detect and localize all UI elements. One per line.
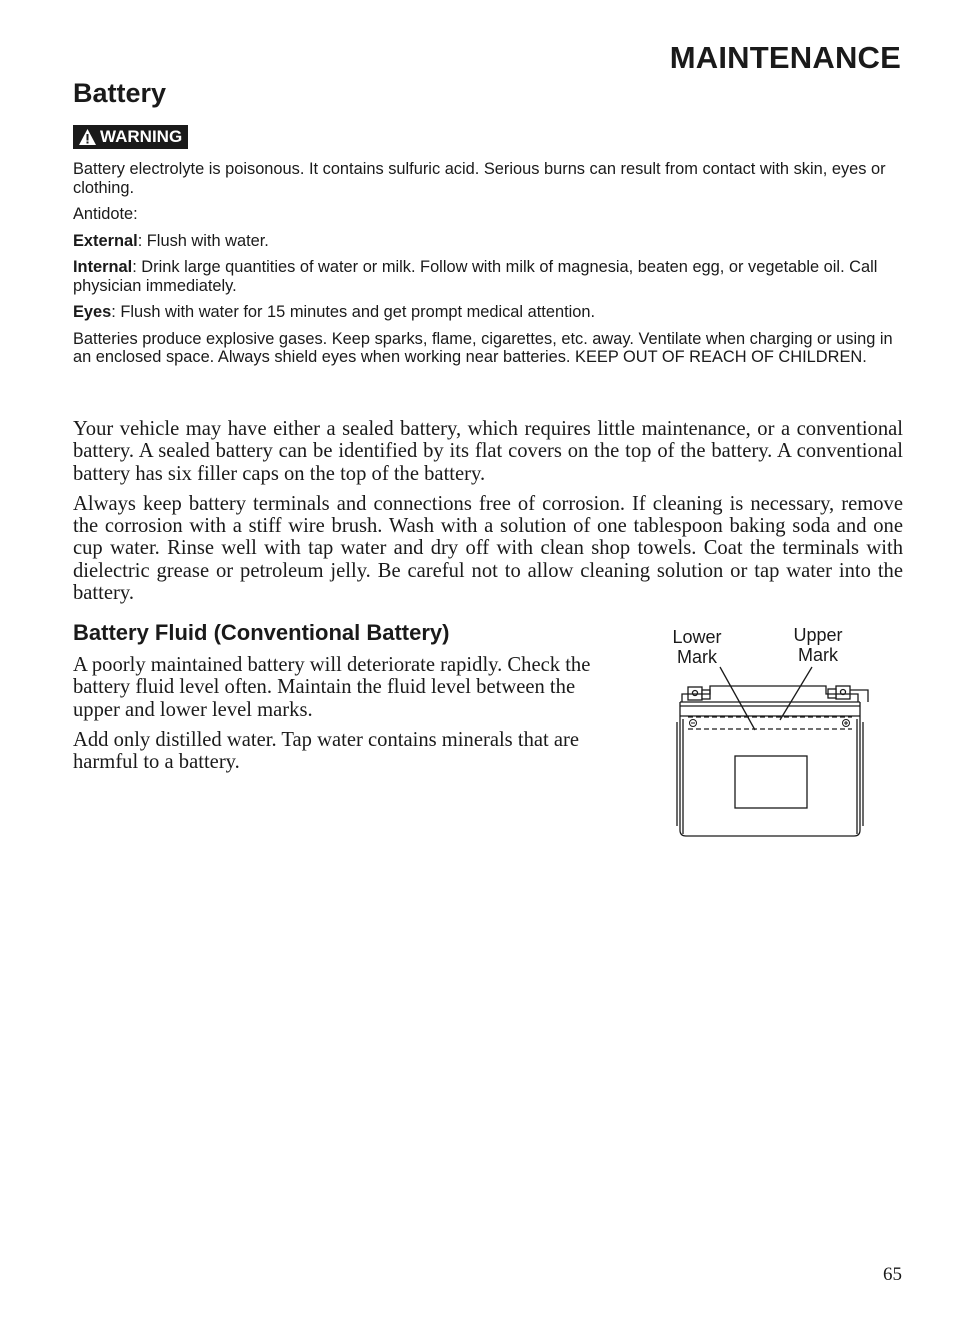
warning-label: WARNING (100, 127, 183, 146)
upper-mark-label-line2: Mark (798, 645, 838, 665)
fluid-paragraph-1: A poorly maintained battery will deteriorate rapidly. Check the battery fluid level often. Maintain the fluid level between the upper and lower level marks. (73, 654, 591, 721)
lower-mark-label-line1: Lower (672, 627, 722, 647)
battery-fluid-diagram (660, 622, 880, 847)
warning-badge (73, 125, 188, 149)
warning-intro: Battery electrolyte is poisonous. It contains sulfuric acid. Serious burns can result from contact with skin, eyes or clothing. (73, 160, 886, 197)
antidote-eyes (73, 303, 903, 322)
upper-mark-label (784, 625, 852, 665)
battery-paragraph-2: Always keep battery terminals and connections free of corrosion. If cleaning is necessary, remove the corrosion with a stiff wire brush. Wash with a solution of one tablespoon baking soda and one cup water. Rinse well with tap water and dry off with clean shop towels. Coat the terminals with dielectric grease or petroleum jelly. Be careful not to allow cleaning solution or tap water into the battery. (73, 492, 903, 605)
lower-mark-label (664, 627, 730, 667)
section-header: MAINTENANCE (669, 40, 901, 75)
battery-body-text (73, 418, 903, 612)
antidote-internal (73, 258, 903, 295)
battery-paragraph-1: Your vehicle may have either a sealed battery, which requires little maintenance, or a conventional battery. A sealed battery can be identified by its flat covers on the top of the battery. A conventional battery has six filler caps on the top of the battery. (73, 418, 903, 485)
fluid-paragraph-2: Add only distilled water. Tap water contains minerals that are harmful to a battery. (73, 728, 580, 774)
lower-mark-label-line2: Mark (677, 647, 717, 667)
external-text: : Flush with water. (137, 231, 269, 250)
page-title: Battery (73, 78, 167, 108)
warning-triangle-icon (78, 128, 97, 146)
battery-fluid-text (73, 654, 621, 781)
antidote-external (73, 232, 903, 251)
eyes-label: Eyes (73, 303, 112, 321)
external-label: External (73, 231, 138, 250)
internal-text: : Drink large quantities of water or milk. Follow with milk of magnesia, beaten egg, or vegetable oil. Call physician immediately. (73, 258, 878, 295)
antidote-label: Antidote: (73, 205, 138, 223)
upper-mark-label-line1: Upper (793, 625, 843, 645)
battery-fluid-heading: Battery Fluid (Conventional Battery) (73, 620, 450, 645)
warning-gases: Batteries produce explosive gases. Keep sparks, flame, cigarettes, etc. away. Ventilate when charging or using in an enclosed space. Always shield eyes when working near batteries. KEEP OUT OF REACH OF CHILDREN. (73, 329, 893, 366)
eyes-text: : Flush with water for 15 minutes and get prompt medical attention. (111, 303, 596, 321)
page-number: 65 (883, 1264, 902, 1285)
internal-label: Internal (73, 258, 133, 276)
warning-text-block (73, 160, 903, 375)
